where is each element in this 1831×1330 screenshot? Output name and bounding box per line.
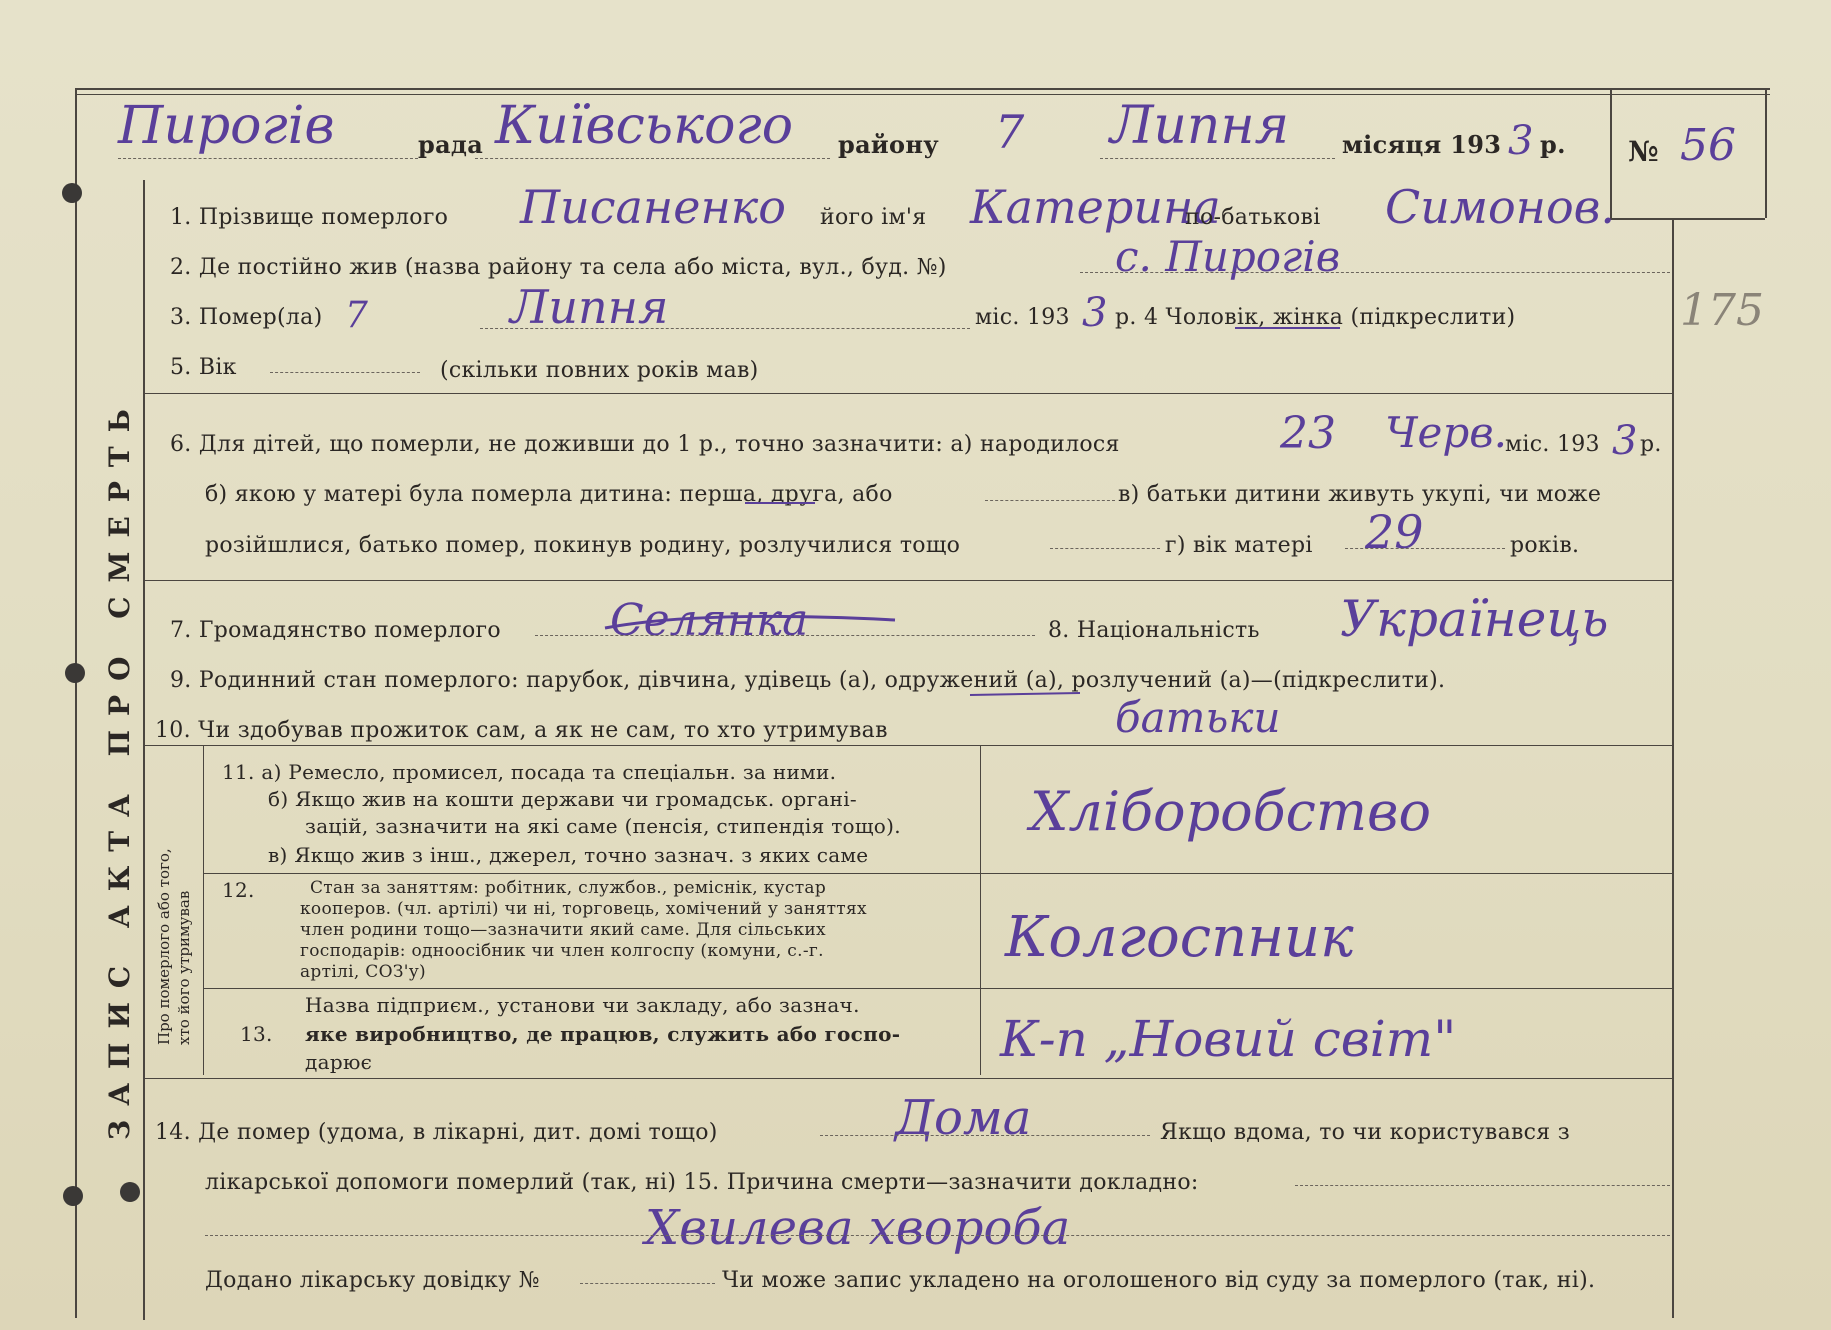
f10-label: 10. Чи здобував прожиток сам, а як не сам, то хто утримував <box>155 718 888 743</box>
f3-year-label: міс. 193 <box>975 305 1070 330</box>
f13-num: 13. <box>240 1022 273 1046</box>
f13-line1: Назва підприєм., установи чи закладу, або зазнач. <box>305 993 860 1017</box>
f12-line3: член родини тощо—зазначити який саме. Для сільських <box>300 920 826 940</box>
header-month: Липня <box>1110 96 1290 156</box>
surname: Писаненко <box>520 180 786 234</box>
workplace: К-п „Новий світ" <box>1000 1010 1457 1068</box>
f11-b2: зацій, зазначити на які саме (пенсія, стипендія тощо). <box>305 814 901 838</box>
mother-age: 29 <box>1365 505 1424 559</box>
birth-year-digit: 3 <box>1612 418 1638 464</box>
f1-name-label: його ім'я <box>820 205 927 230</box>
f12-line2: кооперов. (чл. артілі) чи ні, торговець, хомічений у заняттях <box>300 899 867 919</box>
f6-year-suffix: р. <box>1640 432 1662 457</box>
bottom-left: Додано лікарську довідку № <box>205 1268 540 1293</box>
nationality: Українець <box>1340 590 1609 648</box>
occupation: Хліборобство <box>1030 780 1431 843</box>
side-subtitle: Про померлого або того, хто його утримував <box>155 848 193 1045</box>
f5-label: 5. Вік <box>170 355 237 380</box>
cause-of-death: Хвилева хвороба <box>645 1200 1071 1256</box>
f6-line3b: г) вік матері <box>1165 533 1313 558</box>
record-number: 56 <box>1680 120 1736 171</box>
f8-label: 8. Національність <box>1048 618 1260 643</box>
patronymic: Симонов. <box>1385 180 1616 234</box>
f4-label: р. 4 Чоловік, жінка (підкреслити) <box>1115 305 1516 330</box>
status: Колгоспник <box>1005 905 1354 970</box>
f1-label: 1. Прізвище померлого <box>170 205 449 230</box>
f9-label: 9. Родинний стан померлого: парубок, дівчина, удівець (а), одружений (а), розлучений (а)—(підкреслити). <box>170 668 1446 693</box>
death-month: Липня <box>510 280 669 334</box>
birth-month: Черв. <box>1385 408 1508 457</box>
citizenship: Селянка <box>610 595 809 646</box>
month-label: місяця 193 <box>1342 130 1502 159</box>
underline-mark <box>970 693 1080 695</box>
number-label: № <box>1628 135 1659 168</box>
death-year-digit: 3 <box>1082 290 1108 336</box>
strike-mark <box>605 616 895 628</box>
f12-line5: артілі, СОЗ'у) <box>300 962 426 982</box>
district-name: Київського <box>495 96 794 156</box>
f6-line1: 6. Для дітей, що померли, не доживши до 1 р., точно зазначити: а) народилося <box>170 432 1120 457</box>
f14-tail: Якщо вдома, то чи користувався з <box>1160 1120 1571 1145</box>
f12-line4: господарів: одноосібник чи член колгоспу (комуни, с.-г. <box>300 941 824 961</box>
f7-label: 7. Громадянство померлого <box>170 618 501 643</box>
birth-day: 23 <box>1280 408 1336 459</box>
f2-label: 2. Де постійно жив (назва району та села або міста, вул., буд. №) <box>170 255 947 280</box>
f6-line2b: в) батьки дитини живуть укупі, чи може <box>1118 482 1602 507</box>
f6-line3c: років. <box>1510 533 1580 558</box>
supported-by: батьки <box>1115 693 1281 742</box>
f5-suffix: (скільки повних років мав) <box>440 358 759 383</box>
village-name: Пирогів <box>118 96 335 156</box>
f11-a: 11. а) Ремесло, промисел, посада та спеціальн. за ними. <box>222 760 837 784</box>
header-year-digit: 3 <box>1508 118 1534 164</box>
f6-year-label: міс. 193 <box>1505 432 1600 457</box>
f12-line1: Стан за заняттям: робітник, службов., реміснік, кустар <box>310 878 827 898</box>
side-title: ЗАПИС АКТА ПРО СМЕРТЬ <box>103 395 136 1140</box>
bottom-right: Чи може запис укладено на оголошеного від суду за померлого (так, ні). <box>722 1268 1596 1293</box>
f11-b: б) Якщо жив на кошти держави чи громадськ. органі- <box>268 787 857 811</box>
rada-label: рада <box>418 130 484 159</box>
year-suffix: р. <box>1540 130 1566 159</box>
f14-line2: лікарської допомоги померлий (так, ні) 15. Причина смерти—зазначити докладно: <box>205 1170 1199 1195</box>
f13-line3: дарює <box>305 1050 373 1074</box>
residence: с. Пирогів <box>1115 232 1341 281</box>
f11-c: в) Якщо жив з інш., джерел, точно зазнач. з яких саме <box>268 843 869 867</box>
f13-line2: яке виробництво, де працюв, служить або госпо- <box>305 1022 901 1046</box>
f6-line2: б) якою у матері була померла дитина: перша, друга, або <box>205 482 893 507</box>
f12-num: 12. <box>222 878 255 902</box>
f3-label: 3. Помер(ла) <box>170 305 323 330</box>
margin-note: 175 <box>1680 285 1764 336</box>
first-name: Катерина <box>970 180 1221 234</box>
f1-patronymic-label: по-батькові <box>1185 205 1321 230</box>
f14-label: 14. Де помер (удома, в лікарні, дит. домі тощо) <box>155 1120 718 1145</box>
death-day: 7 <box>345 295 368 336</box>
death-place: Дома <box>895 1090 1032 1146</box>
header-day: 7 <box>995 105 1025 159</box>
f6-line3: розійшлися, батько помер, покинув родину, розлучилися тощо <box>205 533 961 558</box>
district-label: району <box>838 130 939 159</box>
